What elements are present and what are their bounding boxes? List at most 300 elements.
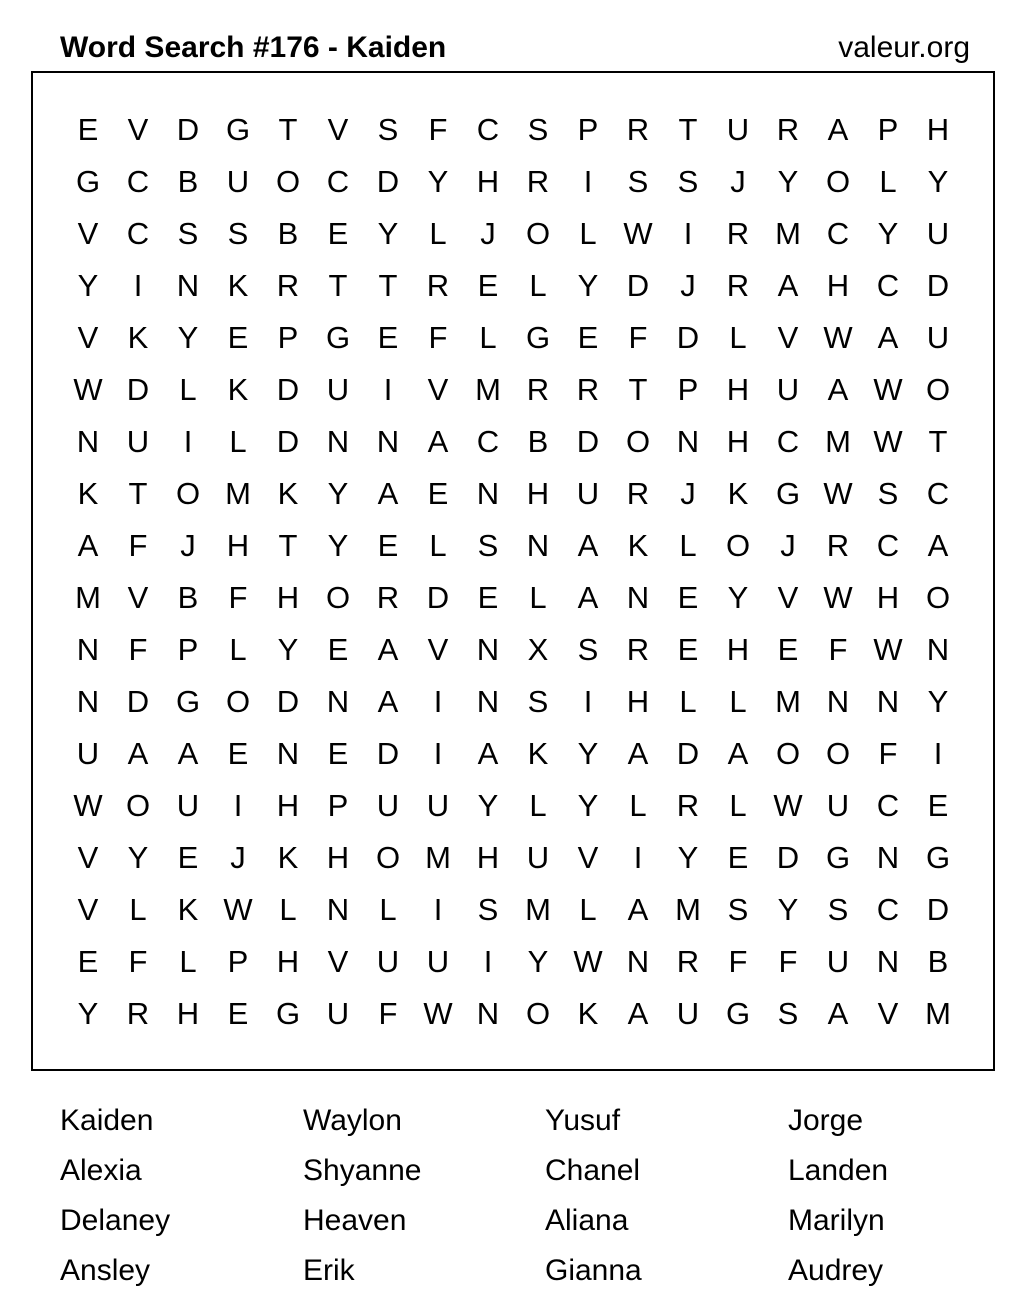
grid-cell[interactable]: I <box>933 736 943 771</box>
grid-cell[interactable]: L <box>279 892 297 927</box>
grid-cell[interactable]: C <box>476 424 500 459</box>
grid-cell[interactable]: U <box>426 944 450 979</box>
grid-cell[interactable]: Y <box>377 216 399 251</box>
grid-cell[interactable]: Y <box>127 840 149 875</box>
grid-cell[interactable]: P <box>177 632 199 667</box>
grid-cell[interactable]: S <box>377 112 399 147</box>
grid-cell[interactable]: D <box>276 684 300 719</box>
grid-cell[interactable]: A <box>777 268 799 303</box>
grid-cell[interactable]: F <box>728 944 748 979</box>
grid-cell[interactable]: Y <box>777 164 799 199</box>
grid-cell[interactable]: O <box>375 840 401 875</box>
grid-cell[interactable]: Y <box>577 788 599 823</box>
grid-cell[interactable]: T <box>278 528 298 563</box>
grid-cell[interactable]: L <box>129 892 147 927</box>
grid-cell[interactable]: D <box>626 268 650 303</box>
grid-cell[interactable]: B <box>527 424 549 459</box>
grid-cell[interactable]: D <box>926 892 950 927</box>
grid-cell[interactable]: N <box>326 684 350 719</box>
grid-cell[interactable]: I <box>133 268 143 303</box>
grid-cell[interactable]: A <box>577 528 599 563</box>
grid-cell[interactable]: O <box>525 216 551 251</box>
grid-cell[interactable]: T <box>628 372 648 407</box>
grid-cell[interactable]: O <box>275 164 301 199</box>
grid-cell[interactable]: A <box>627 996 649 1031</box>
grid-cell[interactable]: Y <box>327 528 349 563</box>
grid-cell[interactable]: D <box>576 424 600 459</box>
grid-cell[interactable]: I <box>483 944 493 979</box>
grid-cell[interactable]: L <box>579 892 597 927</box>
grid-cell[interactable]: N <box>626 944 650 979</box>
grid-cell[interactable]: H <box>726 424 750 459</box>
grid-cell[interactable]: S <box>577 632 599 667</box>
grid-cell[interactable]: O <box>825 736 851 771</box>
grid-cell[interactable]: K <box>227 268 249 303</box>
grid-cell[interactable]: U <box>676 996 700 1031</box>
grid-cell[interactable]: U <box>926 320 950 355</box>
grid-cell[interactable]: U <box>76 736 100 771</box>
grid-cell[interactable]: Y <box>327 476 349 511</box>
grid-cell[interactable]: Y <box>477 788 499 823</box>
grid-cell[interactable]: Y <box>877 216 899 251</box>
grid-cell[interactable]: J <box>180 528 196 563</box>
grid-cell[interactable]: E <box>227 736 249 771</box>
grid-cell[interactable]: E <box>177 840 199 875</box>
grid-cell[interactable]: R <box>776 112 800 147</box>
grid-cell[interactable]: L <box>229 424 247 459</box>
grid-cell[interactable]: O <box>725 528 751 563</box>
grid-cell[interactable]: E <box>427 476 449 511</box>
grid-cell[interactable]: E <box>777 632 799 667</box>
grid-cell[interactable]: E <box>327 736 349 771</box>
grid-cell[interactable]: G <box>825 840 851 875</box>
grid-cell[interactable]: T <box>678 112 698 147</box>
grid-cell[interactable]: Y <box>77 996 99 1031</box>
grid-cell[interactable]: K <box>577 996 599 1031</box>
grid-cell[interactable]: S <box>477 892 499 927</box>
grid-cell[interactable]: S <box>227 216 249 251</box>
grid-cell[interactable]: U <box>726 112 750 147</box>
grid-cell[interactable]: Y <box>577 268 599 303</box>
grid-cell[interactable]: H <box>176 996 200 1031</box>
grid-cell[interactable]: C <box>326 164 350 199</box>
grid-cell[interactable]: D <box>426 580 450 615</box>
grid-cell[interactable]: A <box>577 580 599 615</box>
grid-cell[interactable]: A <box>877 320 899 355</box>
grid-cell[interactable]: G <box>775 476 801 511</box>
grid-cell[interactable]: W <box>823 320 853 355</box>
grid-cell[interactable]: O <box>225 684 251 719</box>
grid-cell[interactable]: D <box>176 112 200 147</box>
grid-cell[interactable]: L <box>629 788 647 823</box>
grid-cell[interactable]: Y <box>677 840 699 875</box>
grid-cell[interactable]: B <box>177 580 199 615</box>
grid-cell[interactable]: P <box>577 112 599 147</box>
grid-cell[interactable]: W <box>873 424 903 459</box>
grid-cell[interactable]: V <box>427 632 449 667</box>
grid-cell[interactable]: C <box>876 528 900 563</box>
grid-cell[interactable]: N <box>476 632 500 667</box>
grid-cell[interactable]: W <box>823 580 853 615</box>
grid-cell[interactable]: M <box>225 476 251 511</box>
grid-cell[interactable]: S <box>777 996 799 1031</box>
grid-cell[interactable]: H <box>926 112 950 147</box>
grid-cell[interactable]: U <box>376 944 400 979</box>
grid-cell[interactable]: N <box>326 424 350 459</box>
grid-cell[interactable]: D <box>376 736 400 771</box>
grid-cell[interactable]: L <box>229 632 247 667</box>
grid-cell[interactable]: K <box>127 320 149 355</box>
grid-cell[interactable]: D <box>126 684 150 719</box>
grid-cell[interactable]: J <box>230 840 246 875</box>
grid-cell[interactable]: O <box>325 580 351 615</box>
grid-cell[interactable]: U <box>326 372 350 407</box>
grid-cell[interactable]: Y <box>277 632 299 667</box>
grid-cell[interactable]: F <box>128 944 148 979</box>
grid-cell[interactable]: W <box>873 372 903 407</box>
grid-cell[interactable]: N <box>76 424 100 459</box>
grid-cell[interactable]: L <box>429 528 447 563</box>
grid-cell[interactable]: K <box>727 476 749 511</box>
grid-cell[interactable]: N <box>476 684 500 719</box>
grid-cell[interactable]: M <box>675 892 701 927</box>
grid-cell[interactable]: W <box>73 788 103 823</box>
grid-cell[interactable]: M <box>475 372 501 407</box>
grid-cell[interactable]: R <box>676 788 700 823</box>
grid-cell[interactable]: D <box>126 372 150 407</box>
grid-cell[interactable]: N <box>626 580 650 615</box>
grid-cell[interactable]: F <box>128 528 148 563</box>
grid-cell[interactable]: H <box>726 632 750 667</box>
grid-cell[interactable]: S <box>677 164 699 199</box>
grid-cell[interactable]: E <box>327 632 349 667</box>
grid-cell[interactable]: W <box>773 788 803 823</box>
grid-cell[interactable]: N <box>276 736 300 771</box>
grid-cell[interactable]: E <box>377 320 399 355</box>
grid-cell[interactable]: L <box>679 684 697 719</box>
grid-cell[interactable]: A <box>477 736 499 771</box>
grid-cell[interactable]: T <box>928 424 948 459</box>
grid-cell[interactable]: B <box>177 164 199 199</box>
grid-cell[interactable]: H <box>626 684 650 719</box>
grid-cell[interactable]: N <box>876 840 900 875</box>
grid-cell[interactable]: N <box>826 684 850 719</box>
grid-cell[interactable]: W <box>623 216 653 251</box>
grid-cell[interactable]: A <box>627 892 649 927</box>
grid-cell[interactable]: F <box>778 944 798 979</box>
grid-cell[interactable]: Y <box>927 164 949 199</box>
grid-cell[interactable]: U <box>576 476 600 511</box>
grid-cell[interactable]: O <box>925 580 951 615</box>
grid-cell[interactable]: S <box>527 112 549 147</box>
grid-cell[interactable]: D <box>676 736 700 771</box>
grid-cell[interactable]: D <box>776 840 800 875</box>
grid-cell[interactable]: H <box>226 528 250 563</box>
grid-cell[interactable]: L <box>879 164 897 199</box>
grid-cell[interactable]: S <box>727 892 749 927</box>
grid-cell[interactable]: H <box>526 476 550 511</box>
grid-cell[interactable]: R <box>576 372 600 407</box>
grid-cell[interactable]: C <box>826 216 850 251</box>
grid-cell[interactable]: F <box>878 736 898 771</box>
grid-cell[interactable]: M <box>425 840 451 875</box>
grid-cell[interactable]: U <box>426 788 450 823</box>
grid-cell[interactable]: N <box>476 996 500 1031</box>
grid-cell[interactable]: R <box>726 216 750 251</box>
grid-cell[interactable]: G <box>525 320 551 355</box>
grid-cell[interactable]: L <box>479 320 497 355</box>
grid-cell[interactable]: B <box>277 216 299 251</box>
grid-cell[interactable]: M <box>525 892 551 927</box>
grid-cell[interactable]: E <box>477 268 499 303</box>
grid-cell[interactable]: U <box>826 944 850 979</box>
grid-cell[interactable]: R <box>526 164 550 199</box>
grid-cell[interactable]: G <box>75 164 101 199</box>
grid-cell[interactable]: V <box>327 944 349 979</box>
grid-cell[interactable]: L <box>579 216 597 251</box>
grid-cell[interactable]: V <box>577 840 599 875</box>
grid-cell[interactable]: V <box>127 112 149 147</box>
grid-cell[interactable]: N <box>676 424 700 459</box>
grid-cell[interactable]: R <box>826 528 850 563</box>
grid-cell[interactable]: T <box>378 268 398 303</box>
grid-cell[interactable]: V <box>877 996 899 1031</box>
grid-cell[interactable]: E <box>227 996 249 1031</box>
grid-cell[interactable]: F <box>128 632 148 667</box>
grid-cell[interactable]: E <box>77 112 99 147</box>
grid-cell[interactable]: G <box>725 996 751 1031</box>
grid-cell[interactable]: J <box>680 476 696 511</box>
grid-cell[interactable]: A <box>377 476 399 511</box>
grid-cell[interactable]: P <box>227 944 249 979</box>
grid-cell[interactable]: R <box>426 268 450 303</box>
grid-cell[interactable]: K <box>177 892 199 927</box>
grid-cell[interactable]: Y <box>77 268 99 303</box>
grid-cell[interactable]: G <box>175 684 201 719</box>
grid-cell[interactable]: G <box>225 112 251 147</box>
grid-cell[interactable]: L <box>679 528 697 563</box>
grid-cell[interactable]: A <box>77 528 99 563</box>
grid-cell[interactable]: B <box>927 944 949 979</box>
grid-cell[interactable]: T <box>328 268 348 303</box>
grid-cell[interactable]: H <box>876 580 900 615</box>
grid-cell[interactable]: F <box>428 112 448 147</box>
grid-cell[interactable]: C <box>476 112 500 147</box>
grid-cell[interactable]: E <box>577 320 599 355</box>
grid-cell[interactable]: F <box>828 632 848 667</box>
grid-cell[interactable]: F <box>378 996 398 1031</box>
grid-cell[interactable]: K <box>277 840 299 875</box>
grid-cell[interactable]: C <box>776 424 800 459</box>
grid-cell[interactable]: Y <box>177 320 199 355</box>
grid-cell[interactable]: S <box>827 892 849 927</box>
grid-cell[interactable]: N <box>876 684 900 719</box>
grid-cell[interactable]: K <box>527 736 549 771</box>
grid-cell[interactable]: H <box>326 840 350 875</box>
grid-cell[interactable]: F <box>228 580 248 615</box>
grid-cell[interactable]: N <box>926 632 950 667</box>
grid-cell[interactable]: X <box>527 632 549 667</box>
grid-cell[interactable]: R <box>626 476 650 511</box>
grid-cell[interactable]: P <box>677 372 699 407</box>
grid-cell[interactable]: R <box>526 372 550 407</box>
grid-cell[interactable]: F <box>428 320 448 355</box>
grid-cell[interactable]: N <box>76 632 100 667</box>
grid-cell[interactable]: L <box>529 268 547 303</box>
grid-cell[interactable]: R <box>676 944 700 979</box>
grid-cell[interactable]: S <box>477 528 499 563</box>
grid-cell[interactable]: U <box>326 996 350 1031</box>
grid-cell[interactable]: M <box>775 216 801 251</box>
grid-cell[interactable]: S <box>527 684 549 719</box>
grid-cell[interactable]: O <box>125 788 151 823</box>
grid-cell[interactable]: R <box>626 112 650 147</box>
grid-cell[interactable]: C <box>126 164 150 199</box>
grid-cell[interactable]: M <box>75 580 101 615</box>
grid-cell[interactable]: U <box>126 424 150 459</box>
grid-cell[interactable]: D <box>276 372 300 407</box>
grid-cell[interactable]: G <box>275 996 301 1031</box>
grid-cell[interactable]: Y <box>527 944 549 979</box>
grid-cell[interactable]: V <box>77 216 99 251</box>
grid-cell[interactable]: K <box>77 476 99 511</box>
grid-cell[interactable]: V <box>127 580 149 615</box>
grid-cell[interactable]: K <box>277 476 299 511</box>
grid-cell[interactable]: V <box>77 840 99 875</box>
grid-cell[interactable]: R <box>126 996 150 1031</box>
grid-cell[interactable]: O <box>525 996 551 1031</box>
grid-cell[interactable]: O <box>175 476 201 511</box>
grid-cell[interactable]: N <box>176 268 200 303</box>
grid-cell[interactable]: M <box>825 424 851 459</box>
grid-cell[interactable]: L <box>179 372 197 407</box>
grid-cell[interactable]: V <box>777 320 799 355</box>
grid-cell[interactable]: J <box>780 528 796 563</box>
grid-cell[interactable]: G <box>925 840 951 875</box>
grid-cell[interactable]: N <box>876 944 900 979</box>
grid-cell[interactable]: E <box>477 580 499 615</box>
grid-cell[interactable]: S <box>627 164 649 199</box>
grid-cell[interactable]: J <box>680 268 696 303</box>
grid-cell[interactable]: A <box>827 112 849 147</box>
grid-cell[interactable]: I <box>583 684 593 719</box>
grid-cell[interactable]: W <box>823 476 853 511</box>
grid-cell[interactable]: D <box>376 164 400 199</box>
grid-cell[interactable]: D <box>676 320 700 355</box>
grid-cell[interactable]: Y <box>727 580 749 615</box>
grid-cell[interactable]: Y <box>777 892 799 927</box>
grid-cell[interactable]: L <box>529 788 547 823</box>
grid-cell[interactable]: O <box>775 736 801 771</box>
grid-cell[interactable]: U <box>376 788 400 823</box>
grid-cell[interactable]: C <box>926 476 950 511</box>
grid-cell[interactable]: O <box>925 372 951 407</box>
grid-cell[interactable]: W <box>73 372 103 407</box>
grid-cell[interactable]: L <box>179 944 197 979</box>
grid-cell[interactable]: L <box>729 320 747 355</box>
grid-cell[interactable]: J <box>730 164 746 199</box>
grid-cell[interactable]: L <box>729 684 747 719</box>
grid-cell[interactable]: W <box>223 892 253 927</box>
grid-cell[interactable]: W <box>423 996 453 1031</box>
grid-cell[interactable]: R <box>376 580 400 615</box>
grid-cell[interactable]: Y <box>427 164 449 199</box>
grid-cell[interactable]: U <box>226 164 250 199</box>
grid-cell[interactable]: N <box>76 684 100 719</box>
grid-cell[interactable]: E <box>927 788 949 823</box>
grid-cell[interactable]: V <box>77 320 99 355</box>
grid-cell[interactable]: M <box>925 996 951 1031</box>
grid-cell[interactable]: U <box>926 216 950 251</box>
grid-cell[interactable]: U <box>826 788 850 823</box>
grid-cell[interactable]: I <box>433 736 443 771</box>
grid-cell[interactable]: H <box>476 164 500 199</box>
grid-cell[interactable]: A <box>627 736 649 771</box>
grid-cell[interactable]: I <box>633 840 643 875</box>
grid-cell[interactable]: Y <box>577 736 599 771</box>
grid-cell[interactable]: V <box>777 580 799 615</box>
grid-cell[interactable]: G <box>325 320 351 355</box>
grid-cell[interactable]: S <box>877 476 899 511</box>
grid-cell[interactable]: A <box>827 372 849 407</box>
grid-cell[interactable]: N <box>376 424 400 459</box>
grid-cell[interactable]: A <box>177 736 199 771</box>
grid-cell[interactable]: E <box>677 632 699 667</box>
grid-cell[interactable]: W <box>873 632 903 667</box>
grid-cell[interactable]: H <box>276 580 300 615</box>
grid-cell[interactable]: A <box>377 632 399 667</box>
grid-cell[interactable]: V <box>327 112 349 147</box>
grid-cell[interactable]: R <box>276 268 300 303</box>
grid-cell[interactable]: I <box>383 372 393 407</box>
grid-cell[interactable]: F <box>628 320 648 355</box>
grid-cell[interactable]: H <box>826 268 850 303</box>
grid-cell[interactable]: R <box>626 632 650 667</box>
grid-cell[interactable]: H <box>276 788 300 823</box>
grid-cell[interactable]: C <box>126 216 150 251</box>
grid-cell[interactable]: U <box>526 840 550 875</box>
grid-cell[interactable]: N <box>476 476 500 511</box>
grid-cell[interactable]: A <box>377 684 399 719</box>
grid-cell[interactable]: J <box>480 216 496 251</box>
grid-cell[interactable]: P <box>327 788 349 823</box>
grid-cell[interactable]: S <box>177 216 199 251</box>
grid-cell[interactable]: L <box>529 580 547 615</box>
grid-cell[interactable]: A <box>827 996 849 1031</box>
grid-cell[interactable]: D <box>276 424 300 459</box>
grid-cell[interactable]: H <box>476 840 500 875</box>
grid-cell[interactable]: L <box>379 892 397 927</box>
grid-cell[interactable]: T <box>278 112 298 147</box>
grid-cell[interactable]: K <box>227 372 249 407</box>
grid-cell[interactable]: I <box>233 788 243 823</box>
grid-cell[interactable]: V <box>77 892 99 927</box>
grid-cell[interactable]: L <box>429 216 447 251</box>
grid-cell[interactable]: A <box>127 736 149 771</box>
grid-cell[interactable]: I <box>683 216 693 251</box>
grid-cell[interactable]: O <box>625 424 651 459</box>
grid-cell[interactable]: A <box>927 528 949 563</box>
grid-cell[interactable]: H <box>276 944 300 979</box>
grid-cell[interactable]: N <box>526 528 550 563</box>
grid-cell[interactable]: D <box>926 268 950 303</box>
grid-cell[interactable]: C <box>876 268 900 303</box>
grid-cell[interactable]: W <box>573 944 603 979</box>
grid-cell[interactable]: P <box>877 112 899 147</box>
grid-cell[interactable]: E <box>77 944 99 979</box>
grid-cell[interactable]: E <box>227 320 249 355</box>
grid-cell[interactable]: I <box>433 892 443 927</box>
